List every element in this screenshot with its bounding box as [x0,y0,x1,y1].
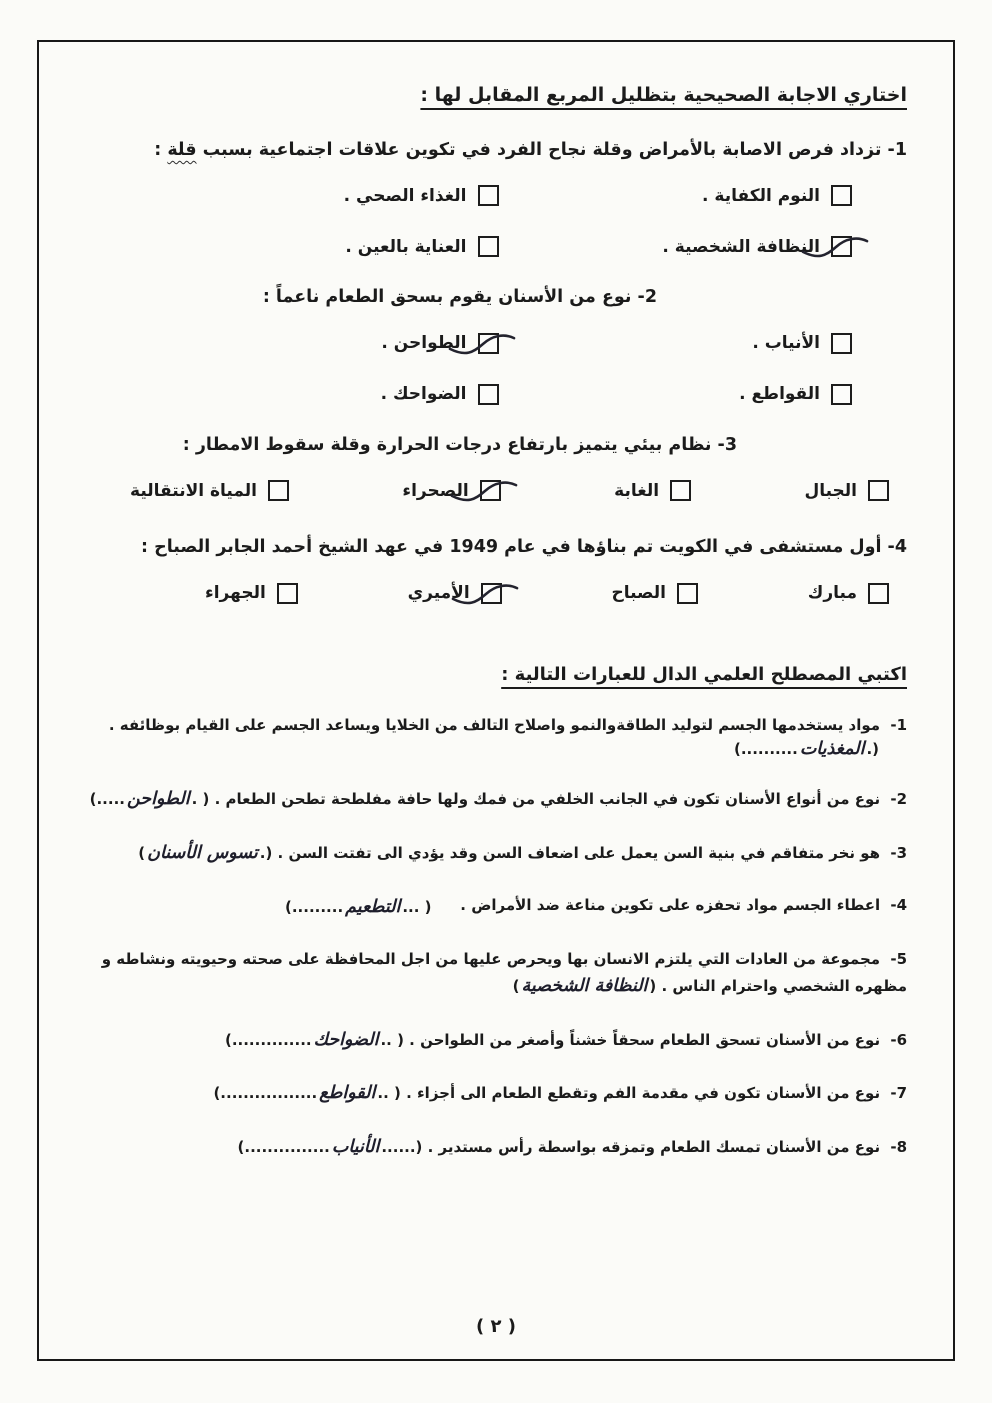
mcq-option[interactable] [145,185,499,206]
term-text: نوع من الأسنان تسحق الطعام سحقاً خشناً وأصغر من الطواحن . [409,1030,881,1049]
option-checkbox[interactable] [831,384,852,405]
term-number: 5- [890,949,907,968]
question-text: تزداد فرص الاصابة بالأمراض وقلة نجاح الفرد في تكوين علاقات اجتماعية بسبب [202,140,882,160]
blank-open: ( .. [377,1084,401,1103]
question-number: 3- [717,434,737,455]
page-border-frame [37,40,955,1361]
option-label: الجهراء [205,583,266,603]
blank-open: (...... [381,1138,423,1157]
term-item-3 [85,839,907,868]
terms-section-title: اكتبي المصطلح العلمي الدال للعبارات التالية : [501,663,907,685]
mcq-option[interactable] [402,480,500,501]
term-number: 7- [890,1084,907,1103]
answer-blank [238,1138,423,1156]
blank-close: .................) [213,1084,318,1103]
blank-open: (. [866,740,879,759]
term-item-4 [85,893,907,922]
term-number: 6- [890,1030,907,1049]
blank-close: ..............) [224,1030,312,1049]
option-checkbox[interactable] [268,480,289,501]
term-item-8 [85,1133,907,1162]
answer-blank [513,977,657,995]
question-2-text [85,285,907,310]
option-label: الصحراء [402,480,469,501]
mcq-option[interactable] [808,583,889,604]
handwritten-answer: الطواحن [126,789,190,810]
handwritten-answer: تسوس الأسنان [147,843,258,864]
term-text: مواد يستخدمها الجسم لتوليد الطاقةوالنمو واصلاح التالف من الخلايا ويساعد الجسم على القيام بوظائفه . [108,715,881,734]
term-item-2 [85,785,907,814]
option-checkbox[interactable] [481,583,502,604]
question-1-text [85,138,907,163]
question-number: 2- [637,287,657,308]
mcq-option[interactable] [499,236,853,257]
option-label: الغذاء الصحي . [343,185,467,206]
handwritten-answer: القواطع [319,1083,376,1104]
option-checkbox[interactable] [831,236,852,257]
question-number: 4- [887,537,907,558]
blank-open: ( . [191,790,210,809]
blank-close: .....) [89,790,125,809]
blank-close: ) [138,844,146,863]
term-number: 2- [890,790,907,809]
handwritten-answer: الأنياب [331,1137,380,1158]
mcq-option[interactable] [611,583,698,604]
option-label: الأنياب . [752,333,820,354]
term-text-wrap [460,893,907,922]
answer-blank [138,844,272,862]
option-checkbox[interactable] [868,583,889,604]
page-number: ( ٢ ) [476,1316,516,1337]
option-label: الجبال [804,480,857,501]
term-item-1 [85,713,907,738]
answer-blank [734,740,879,758]
option-label: الغابة [614,480,660,501]
mcq-section-title: اختاري الاجابة الصحيحية بتظليل المربع المقابل لها : [420,84,907,106]
term-1-answer-line [85,739,879,759]
mcq-option[interactable] [130,480,289,501]
blank-open: ( [649,976,657,995]
question-1-options [145,185,852,257]
term-number: 1- [890,715,907,734]
option-label: النظافة الشخصية . [662,236,820,257]
answer-blank [213,1084,400,1102]
option-label: الضواحك . [380,384,467,405]
option-checkbox[interactable] [478,384,499,405]
option-checkbox[interactable] [478,185,499,206]
blank-close: ) [512,976,520,995]
term-number: 3- [890,844,907,863]
term-item-7 [85,1079,907,1108]
option-checkbox[interactable] [277,583,298,604]
option-checkbox[interactable] [677,583,698,604]
question-text: نوع من الأسنان يقوم بسحق الطعام ناعماً : [262,287,632,308]
answer-blank [225,1031,404,1049]
term-number: 8- [890,1138,907,1157]
blank-open: ( ... [402,898,432,916]
mcq-option[interactable] [145,236,499,257]
question-colon: : [154,140,162,160]
question-text: نظام بيئي يتميز بارتفاع درجات الحرارة وقلة سقوط الامطار : [182,434,712,455]
term-number: 4- [890,896,907,914]
handwritten-answer: المغذيات [799,739,865,760]
question-text: أول مستشفى في الكويت تم بناؤها في عام 1949 في عهد الشيخ أحمد الجابر الصباح : [141,537,882,558]
option-label: الأميري [407,583,470,603]
term-text: هو نخر متفاقم في بنية السن يعمل على اضعاف السن وقد يؤدي الى تفتت السن . [277,844,881,863]
option-checkbox[interactable] [831,333,852,354]
option-label: القواطع . [739,384,820,405]
term-text: نوع من أنواع الأسنان تكون في الجانب الخلفي من فمك ولها حافة مفلطحة تطحن الطعام . [214,790,881,809]
question-1 [85,138,907,267]
blank-open: ( .. [380,1030,404,1049]
wavy-underlined-word: قلة [167,140,197,160]
question-number: 1- [887,140,907,160]
mcq-option[interactable] [614,480,691,501]
mcq-option[interactable] [804,480,889,501]
option-checkbox[interactable] [478,333,499,354]
answer-blank [90,790,210,808]
mcq-option[interactable] [499,185,853,206]
blank-close: .........) [285,898,344,916]
option-label: مبارك [807,583,857,603]
option-checkbox[interactable] [670,480,691,501]
option-checkbox[interactable] [868,480,889,501]
mcq-option[interactable] [408,583,502,604]
blank-close: ...............) [237,1138,330,1157]
option-checkbox[interactable] [478,236,499,257]
option-label: العناية بالعين . [345,236,467,257]
option-label: الصباح [611,583,666,603]
mcq-option[interactable] [499,384,853,405]
mcq-option[interactable] [205,583,298,604]
handwritten-answer: الضواحك [313,1029,379,1050]
blank-close: ..........) [733,740,798,759]
question-2 [85,285,907,414]
question-4 [85,535,907,619]
question-3-options [130,480,889,501]
option-checkbox[interactable] [480,480,501,501]
option-label: الطواحن . [381,333,467,354]
term-item-5 [85,947,907,1001]
option-label: المياة الانتقالية [130,480,257,501]
term-item-6 [85,1026,907,1055]
term-text: نوع من الأسنان تمسك الطعام وتمزقه بواسطة رأس مستدير . [427,1138,881,1157]
term-text: نوع من الأسنان تكون في مقدمة الفم وتقطع الطعام الى أجزاء . [406,1084,881,1103]
term-text: اعطاء الجسم مواد تحفزه على تكوين مناعة ضد الأمراض . [460,896,881,914]
mcq-option[interactable] [145,333,499,354]
option-label: النوم الكفاية . [702,185,820,206]
answer-blank [285,893,432,922]
question-2-options [145,333,852,405]
term-text: مجموعة من العادات التي يلتزم الانسان بها ويحرص عليها من اجل المحافظة على صحته وحيويته ونشاطه و مظهره الشخصي واحترام الناس . [101,949,907,995]
mcq-option[interactable] [499,333,853,354]
question-4-text [85,535,907,560]
question-4-options [205,583,889,604]
mcq-option[interactable] [145,384,499,405]
handwritten-answer: النظافة الشخصية [521,975,648,996]
question-3-text [85,433,907,458]
blank-open: (. [259,844,273,863]
question-3 [85,433,907,517]
option-checkbox[interactable] [831,185,852,206]
handwritten-answer: التطعيم [345,897,401,917]
